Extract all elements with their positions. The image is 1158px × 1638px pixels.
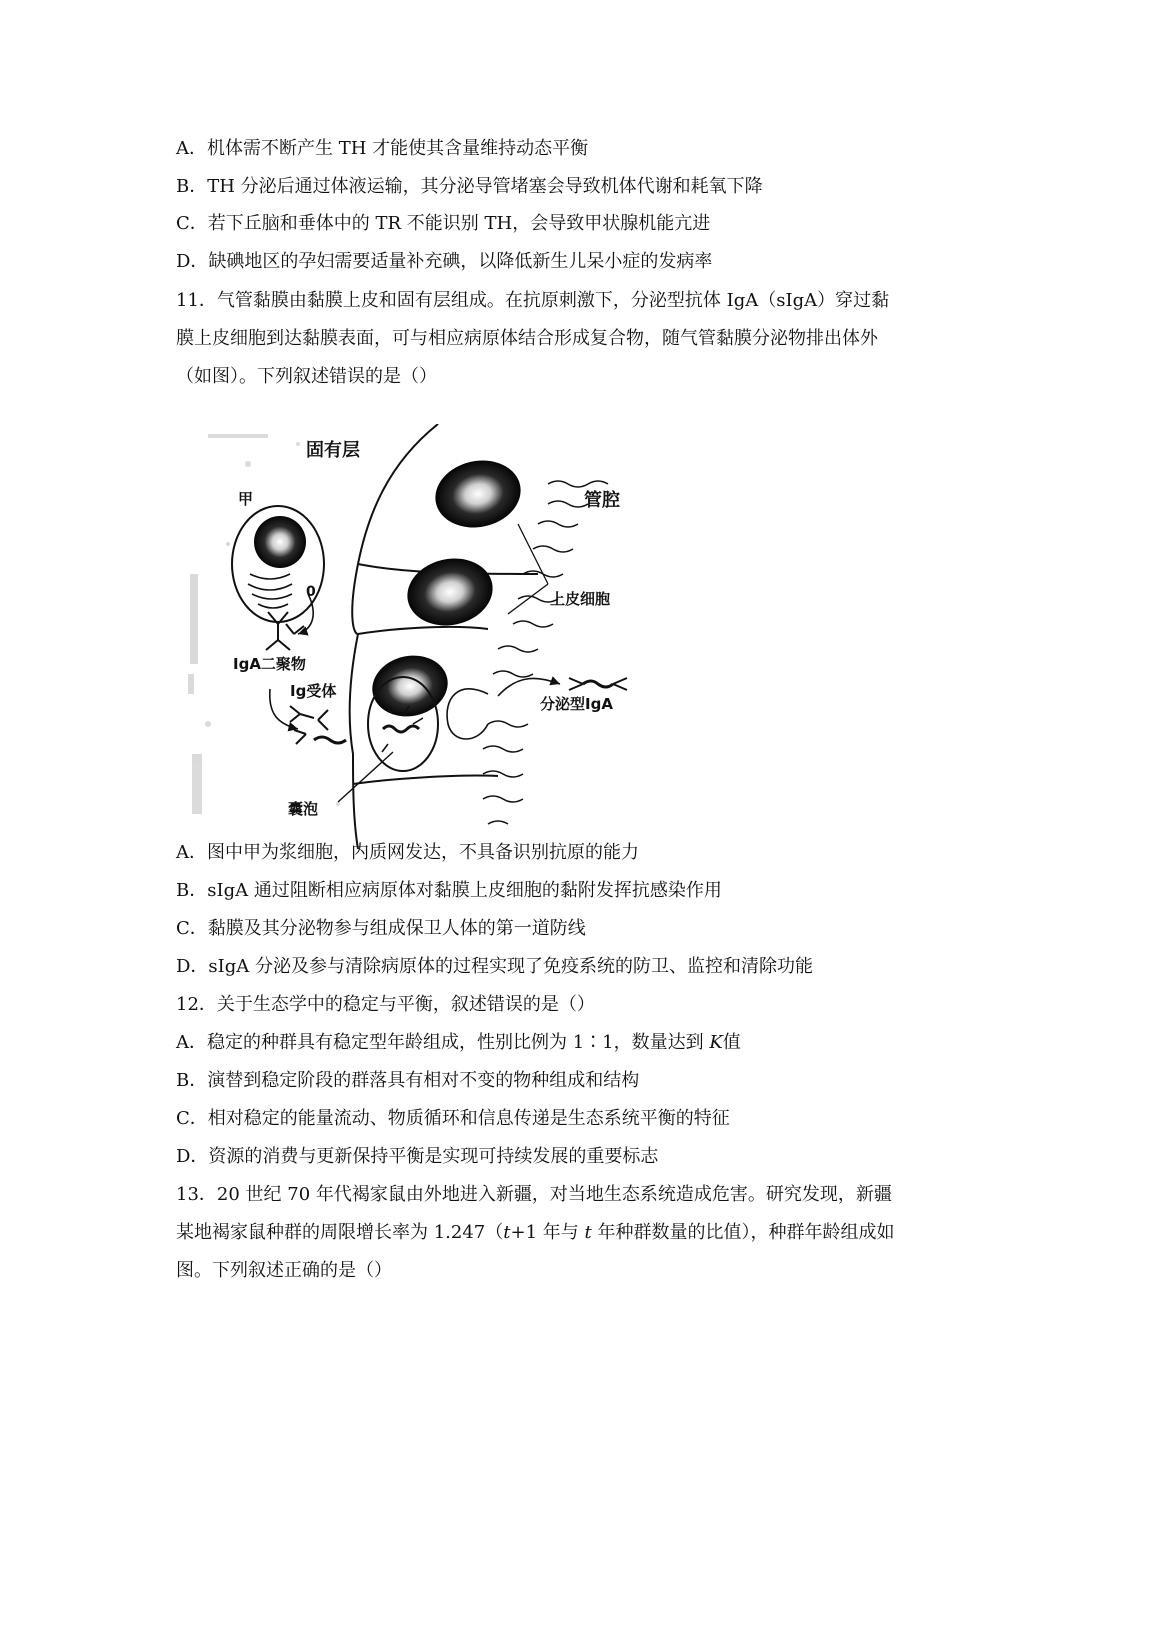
q11-option-a: A．图中甲为浆细胞，内质网发达，不具备识别抗原的能力 bbox=[176, 842, 639, 863]
q10-option-a: A．机体需不断产生 TH 才能使其含量维持动态平衡 bbox=[176, 138, 589, 159]
q10-option-c: C．若下丘脑和垂体中的 TR 不能识别 TH，会导致甲状腺机能亢进 bbox=[176, 213, 711, 234]
k-value-symbol: K bbox=[709, 1032, 723, 1053]
label-lamina: 固有层 bbox=[306, 440, 360, 461]
label-receptor: Ig受体 bbox=[290, 682, 337, 700]
vesicle-pointer bbox=[338, 752, 393, 802]
label-jia: 甲 bbox=[238, 490, 254, 508]
q11-option-c: C．黏膜及其分泌物参与组成保卫人体的第一道防线 bbox=[176, 918, 586, 939]
q10-option-b: B．TH 分泌后通过体液运输，其分泌导管堵塞会导致机体代谢和耗氧下降 bbox=[176, 176, 763, 197]
iga-dimer-symbol bbox=[266, 612, 304, 650]
q12-option-a-suffix: 值 bbox=[722, 1032, 741, 1053]
q13-stem-line1: 13．20 世纪 70 年代褐家鼠由外地进入新疆，对当地生态系统造成危害。研究发现，新疆 bbox=[176, 1184, 892, 1205]
q11-option-d: D．sIgA 分泌及参与清除病原体的过程实现了免疫系统的防卫、监控和清除功能 bbox=[176, 956, 814, 977]
q13-stem-line2-b: +1 年与 bbox=[510, 1222, 585, 1243]
svg-text:0: 0 bbox=[306, 584, 316, 600]
iga-secretion-figure bbox=[188, 424, 666, 849]
t-symbol-2: t bbox=[584, 1222, 592, 1243]
label-dimer: IgA二聚物 bbox=[233, 655, 306, 673]
q10-option-d: D．缺碘地区的孕妇需要适量补充碘，以降低新生儿呆小症的发病率 bbox=[176, 251, 713, 272]
label-lumen: 管腔 bbox=[584, 490, 620, 511]
q12-option-b: B．演替到稳定阶段的群落具有相对不变的物种组成和结构 bbox=[176, 1070, 640, 1091]
label-vesicle: 囊泡 bbox=[288, 800, 319, 818]
q12-stem: 12．关于生态学中的稳定与平衡，叙述错误的是（） bbox=[176, 994, 595, 1015]
receptor-complex bbox=[290, 706, 346, 744]
q12-option-a bbox=[176, 1030, 968, 1056]
arrow-to-lumen bbox=[498, 678, 560, 696]
plasma-cell bbox=[232, 506, 324, 622]
q11-stem-line2: 膜上皮细胞到达黏膜表面，可与相应病原体结合形成复合物，随气管黏膜分泌物排出体外 bbox=[176, 328, 878, 349]
label-epithelial: 上皮细胞 bbox=[550, 590, 611, 608]
q13-stem-line2-c: 年种群数量的比值），种群年龄组成如 bbox=[591, 1222, 895, 1243]
apical-membrane bbox=[447, 481, 611, 824]
q11-stem-line3: （如图）。下列叙述错误的是（） bbox=[176, 366, 437, 387]
nucleus-middle bbox=[401, 551, 499, 633]
t-symbol-1: t bbox=[503, 1222, 511, 1243]
figure-svg bbox=[188, 424, 666, 849]
secreted-iga-symbol bbox=[569, 678, 627, 690]
lamina-speckle bbox=[188, 434, 340, 814]
q12-option-c: C．相对稳定的能量流动、物质循环和信息传递是生态系统平衡的特征 bbox=[176, 1108, 730, 1129]
nucleus-top bbox=[429, 453, 527, 535]
q12-option-d: D．资源的消费与更新保持平衡是实现可持续发展的重要标志 bbox=[176, 1146, 659, 1167]
label-siga: 分泌型IgA bbox=[540, 695, 613, 713]
q11-option-b: B．sIgA 通过阻断相应病原体对黏膜上皮细胞的黏附发挥抗感染作用 bbox=[176, 880, 722, 901]
nucleus-bottom bbox=[367, 649, 454, 723]
q13-stem-line3: 图。下列叙述正确的是（） bbox=[176, 1260, 392, 1281]
q11-stem-line1: 11．气管黏膜由黏膜上皮和固有层组成。在抗原刺激下，分泌型抗体 IgA（sIgA）穿过黏 bbox=[176, 290, 890, 311]
q13-stem-line2-a: 某地褐家鼠种群的周限增长率为 1.247（ bbox=[176, 1222, 504, 1243]
q13-stem-line2 bbox=[176, 1220, 968, 1246]
q12-option-a-text: A．稳定的种群具有稳定型年龄组成，性别比例为 1∶1，数量达到 bbox=[176, 1032, 710, 1053]
